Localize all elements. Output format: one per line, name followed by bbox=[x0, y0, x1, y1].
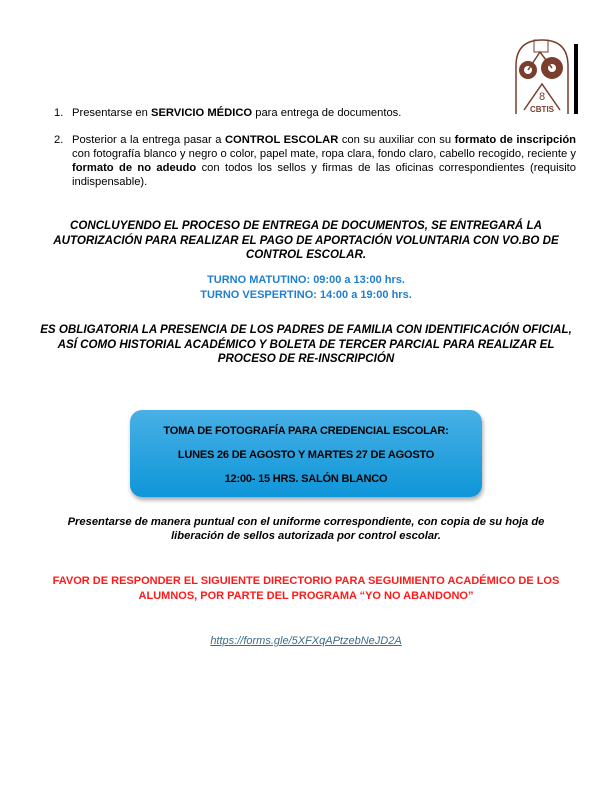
list-item: 2. Posterior a la entrega pasar a CONTROL ESCOLAR con su auxiliar con su formato de inscripción con fotografía blanco y negro o color, papel mate, ropa clara, fondo claro, cabello recogido, reciente y formato de no adeudo con todos los sellos y firmas de las oficinas correspondientes (requisito indispensable). bbox=[54, 134, 577, 188]
svg-text:8: 8 bbox=[538, 91, 546, 103]
shift-schedule bbox=[40, 273, 572, 302]
instructions-list bbox=[54, 106, 576, 202]
form-link-container bbox=[0, 635, 612, 647]
list-number: 1. bbox=[54, 107, 64, 119]
photo-session-box bbox=[130, 410, 482, 497]
cbtis-logo bbox=[510, 36, 580, 116]
list-number: 2. bbox=[54, 134, 64, 146]
photo-box-title: TOMA DE FOTOGRAFÍA PARA CREDENCIAL ESCOLAR: bbox=[163, 425, 449, 437]
morning-shift: TURNO MATUTINO: 09:00 a 13:00 hrs. bbox=[207, 274, 405, 286]
evening-shift: TURNO VESPERTINO: 14:00 a 19:00 hrs. bbox=[200, 288, 412, 301]
notice-uniform: Presentarse de manera puntual con el uniforme correspondiente, con copia de su hoja de liberación de sellos autorizada por control escolar. bbox=[67, 516, 545, 542]
notice-authorization: CONCLUYENDO EL PROCESO DE ENTREGA DE DOCUMENTOS, SE ENTREGARÁ LA AUTORIZACIÓN PARA REALIZAR EL PAGO DE APORTACIÓN VOLUNTARIA CON VO.BO DE CONTROL ESCOLAR. bbox=[53, 219, 559, 261]
svg-text:CBTIS: CBTIS bbox=[530, 105, 554, 114]
form-link[interactable]: https://forms.gle/5XFXqAPtzebNeJD2A bbox=[210, 635, 402, 647]
notice-directory: FAVOR DE RESPONDER EL SIGUIENTE DIRECTORIO PARA SEGUIMIENTO ACADÉMICO DE LOS ALUMNOS, POR PARTE DEL PROGRAMA “YO NO ABANDONO” bbox=[52, 575, 560, 602]
photo-box-dates: LUNES 26 DE AGOSTO Y MARTES 27 DE AGOSTO bbox=[177, 449, 435, 461]
notice-parents-required: ES OBLIGATORIA LA PRESENCIA DE LOS PADRES DE FAMILIA CON IDENTIFICACIÓN OFICIAL, ASÍ COMO HISTORIAL ACADÉMICO Y BOLETA DE TERCER PARCIAL PARA REALIZAR EL PROCESO DE RE-INSCRIPCIÓN bbox=[40, 323, 572, 365]
photo-box-time-place: 12:00- 15 HRS. SALÓN BLANCO bbox=[224, 473, 388, 485]
list-item: 1. Presentarse en SERVICIO MÉDICO para entrega de documentos. bbox=[54, 107, 402, 119]
